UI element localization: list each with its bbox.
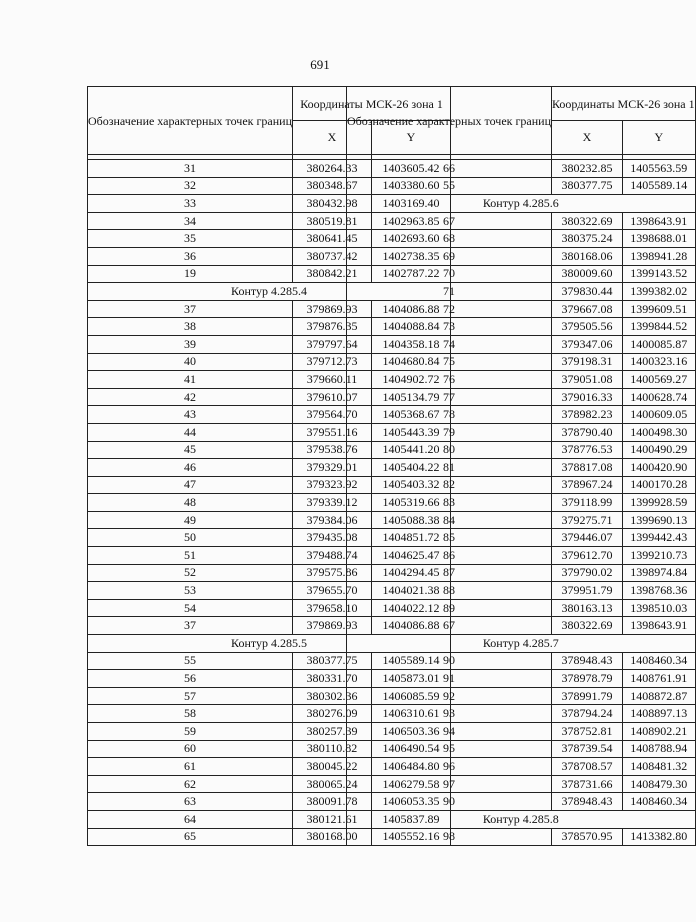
point-id: 91	[347, 670, 552, 688]
y-value: 1398768.36	[622, 582, 695, 600]
table-row	[347, 705, 696, 723]
x-value: 378982.23	[552, 406, 623, 424]
x-value: 380168.00	[293, 828, 372, 846]
section-title: Контур 4.285.6	[347, 195, 696, 213]
section-title: Контур 4.285.5	[88, 635, 451, 653]
x-value: 380163.13	[552, 599, 623, 617]
x-value: 379446.07	[552, 529, 623, 547]
y-value: 1398643.91	[622, 617, 695, 635]
x-value: 380302.36	[293, 687, 372, 705]
y-value: 1405403.32	[372, 476, 451, 494]
y-value: 1408460.34	[622, 793, 695, 811]
point-id: 82	[347, 476, 552, 494]
x-value: 380432.98	[293, 195, 372, 213]
y-value: 1399210.73	[622, 547, 695, 565]
y-value: 1402963.85	[372, 212, 451, 230]
point-id: 72	[347, 300, 552, 318]
coordinates-table-right	[346, 86, 696, 846]
x-value: 379712.73	[293, 353, 372, 371]
point-id: 31	[88, 160, 293, 178]
x-value: 380232.85	[552, 160, 623, 178]
table-row	[347, 828, 696, 846]
point-id: 57	[88, 687, 293, 705]
point-id: 56	[88, 670, 293, 688]
point-id: 51	[88, 547, 293, 565]
section-row	[347, 635, 696, 653]
x-value: 380045.22	[293, 758, 372, 776]
table-row	[347, 388, 696, 406]
table-row	[347, 529, 696, 547]
point-id: 55	[347, 177, 552, 195]
y-value: 1405088.38	[372, 511, 451, 529]
point-label-header: Обозначение характерных точек границ	[347, 87, 552, 155]
x-value: 380348.67	[293, 177, 372, 195]
x-value: 380276.09	[293, 705, 372, 723]
y-value: 1406490.54	[372, 740, 451, 758]
y-value: 1403380.60	[372, 177, 451, 195]
y-value: 1405589.14	[622, 177, 695, 195]
x-value: 379323.92	[293, 476, 372, 494]
point-id: 42	[88, 388, 293, 406]
x-value: 379488.74	[293, 547, 372, 565]
y-value: 1405563.59	[622, 160, 695, 178]
y-value: 1398941.28	[622, 247, 695, 265]
x-value: 378570.95	[552, 828, 623, 846]
y-value: 1398643.91	[622, 212, 695, 230]
point-id: 54	[88, 599, 293, 617]
point-id: 37	[88, 617, 293, 635]
y-header: Y	[372, 121, 451, 155]
table-row	[347, 740, 696, 758]
y-value: 1405368.67	[372, 406, 451, 424]
table-row	[347, 617, 696, 635]
point-id: 85	[347, 529, 552, 547]
y-value: 1406310.61	[372, 705, 451, 723]
x-value: 379830.44	[552, 283, 623, 301]
y-value: 1404851.72	[372, 529, 451, 547]
y-value: 1408761.91	[622, 670, 695, 688]
table-row	[347, 441, 696, 459]
y-value: 1408479.30	[622, 775, 695, 793]
point-id: 92	[347, 687, 552, 705]
x-value: 380264.33	[293, 160, 372, 178]
table-row	[347, 547, 696, 565]
y-value: 1406279.58	[372, 775, 451, 793]
table-row	[347, 353, 696, 371]
x-value: 378739.54	[552, 740, 623, 758]
x-value: 380110.82	[293, 740, 372, 758]
y-value: 1405319.66	[372, 494, 451, 512]
x-value: 379118.99	[552, 494, 623, 512]
table-row	[347, 371, 696, 389]
x-value: 379505.56	[552, 318, 623, 336]
x-value: 379384.06	[293, 511, 372, 529]
x-value: 378776.53	[552, 441, 623, 459]
y-value: 1406503.36	[372, 723, 451, 741]
x-value: 379869.93	[293, 300, 372, 318]
point-id: 67	[347, 617, 552, 635]
y-value: 1404902.72	[372, 371, 451, 389]
header-row	[347, 87, 696, 121]
table-row	[347, 406, 696, 424]
y-value: 1399442.43	[622, 529, 695, 547]
y-value: 1405873.01	[372, 670, 451, 688]
y-value: 1400609.05	[622, 406, 695, 424]
x-value: 379797.64	[293, 335, 372, 353]
point-id: 37	[88, 300, 293, 318]
y-value: 1403169.40	[372, 195, 451, 213]
section-row	[347, 195, 696, 213]
y-value: 1404294.45	[372, 564, 451, 582]
y-value: 1400628.74	[622, 388, 695, 406]
table-row	[347, 335, 696, 353]
point-id: 71	[347, 283, 552, 301]
table-row	[347, 423, 696, 441]
y-value: 1400170.28	[622, 476, 695, 494]
x-value: 378752.81	[552, 723, 623, 741]
y-value: 1405404.22	[372, 459, 451, 477]
y-value: 1404680.84	[372, 353, 451, 371]
x-value: 379016.33	[552, 388, 623, 406]
x-value: 379275.71	[552, 511, 623, 529]
point-id: 52	[88, 564, 293, 582]
y-header: Y	[622, 121, 695, 155]
x-value: 378967.24	[552, 476, 623, 494]
point-id: 90	[347, 793, 552, 811]
point-id: 94	[347, 723, 552, 741]
point-id: 46	[88, 459, 293, 477]
x-value: 379435.08	[293, 529, 372, 547]
x-value: 378708.57	[552, 758, 623, 776]
y-value: 1405589.14	[372, 652, 451, 670]
table-row	[347, 177, 696, 195]
point-id: 39	[88, 335, 293, 353]
point-id: 35	[88, 230, 293, 248]
x-value: 379667.08	[552, 300, 623, 318]
section-row	[347, 810, 696, 828]
point-id: 74	[347, 335, 552, 353]
y-value: 1413382.80	[622, 828, 695, 846]
y-value: 1405443.39	[372, 423, 451, 441]
x-value: 379790.02	[552, 564, 623, 582]
y-value: 1399382.02	[622, 283, 695, 301]
y-value: 1406053.35	[372, 793, 451, 811]
point-id: 83	[347, 494, 552, 512]
y-value: 1402693.60	[372, 230, 451, 248]
x-value: 378817.08	[552, 459, 623, 477]
y-value: 1400490.29	[622, 441, 695, 459]
x-value: 380257.39	[293, 723, 372, 741]
point-id: 97	[347, 775, 552, 793]
table-row	[347, 511, 696, 529]
point-id: 19	[88, 265, 293, 283]
y-value: 1405837.89	[372, 810, 451, 828]
point-id: 60	[88, 740, 293, 758]
y-value: 1398974.84	[622, 564, 695, 582]
point-id: 67	[347, 212, 552, 230]
y-value: 1408897.13	[622, 705, 695, 723]
page-number: 691	[310, 57, 330, 72]
point-id: 76	[347, 371, 552, 389]
y-value: 1398510.03	[622, 599, 695, 617]
point-id: 93	[347, 705, 552, 723]
x-value: 380519.81	[293, 212, 372, 230]
x-value: 380091.78	[293, 793, 372, 811]
x-value: 379538.76	[293, 441, 372, 459]
coords-title-header: Координаты МСК-26 зона 1	[293, 87, 451, 121]
point-id: 61	[88, 758, 293, 776]
x-value: 379339.12	[293, 494, 372, 512]
table-row	[347, 582, 696, 600]
x-value: 378731.66	[552, 775, 623, 793]
table-row	[347, 318, 696, 336]
point-id: 90	[347, 652, 552, 670]
table-row	[347, 476, 696, 494]
x-value: 379610.07	[293, 388, 372, 406]
y-value: 1408788.94	[622, 740, 695, 758]
point-id: 79	[347, 423, 552, 441]
x-value: 379347.06	[552, 335, 623, 353]
table-row	[347, 494, 696, 512]
section-title: Контур 4.285.8	[347, 810, 696, 828]
point-id: 81	[347, 459, 552, 477]
table-row	[347, 775, 696, 793]
x-value: 379051.08	[552, 371, 623, 389]
point-id: 86	[347, 547, 552, 565]
point-id: 59	[88, 723, 293, 741]
y-value: 1404086.88	[372, 617, 451, 635]
x-value: 378948.43	[552, 793, 623, 811]
point-id: 75	[347, 353, 552, 371]
point-id: 49	[88, 511, 293, 529]
point-id: 58	[88, 705, 293, 723]
point-id: 62	[88, 775, 293, 793]
table-row	[347, 212, 696, 230]
x-value: 380377.75	[293, 652, 372, 670]
point-id: 66	[347, 160, 552, 178]
x-value: 378948.43	[552, 652, 623, 670]
y-value: 1400085.87	[622, 335, 695, 353]
table-row	[347, 300, 696, 318]
point-id: 78	[347, 406, 552, 424]
x-value: 378991.79	[552, 687, 623, 705]
x-value: 380737.42	[293, 247, 372, 265]
point-id: 48	[88, 494, 293, 512]
table-row	[347, 160, 696, 178]
x-value: 380322.69	[552, 212, 623, 230]
point-id: 70	[347, 265, 552, 283]
point-id: 55	[88, 652, 293, 670]
point-id: 33	[88, 195, 293, 213]
x-value: 380842.21	[293, 265, 372, 283]
y-value: 1400569.27	[622, 371, 695, 389]
point-id: 95	[347, 740, 552, 758]
point-id: 77	[347, 388, 552, 406]
point-id: 69	[347, 247, 552, 265]
y-value: 1404022.12	[372, 599, 451, 617]
y-value: 1399609.51	[622, 300, 695, 318]
y-value: 1399844.52	[622, 318, 695, 336]
x-value: 379658.10	[293, 599, 372, 617]
x-value: 380322.69	[552, 617, 623, 635]
x-value: 379869.93	[293, 617, 372, 635]
y-value: 1405134.79	[372, 388, 451, 406]
x-value: 379876.35	[293, 318, 372, 336]
x-value: 380375.24	[552, 230, 623, 248]
point-id: 96	[347, 758, 552, 776]
table-row	[347, 230, 696, 248]
y-value: 1408460.34	[622, 652, 695, 670]
table-row	[347, 247, 696, 265]
y-value: 1402738.35	[372, 247, 451, 265]
table-row	[347, 758, 696, 776]
point-id: 84	[347, 511, 552, 529]
point-id: 45	[88, 441, 293, 459]
point-id: 32	[88, 177, 293, 195]
table-row	[347, 793, 696, 811]
y-value: 1404021.38	[372, 582, 451, 600]
table-row	[347, 265, 696, 283]
table-row	[347, 283, 696, 301]
section-title: Контур 4.285.4	[88, 283, 451, 301]
x-value: 379655.70	[293, 582, 372, 600]
point-label-header: Обозначение характерных точек границ	[88, 87, 293, 155]
point-id: 89	[347, 599, 552, 617]
table-row	[347, 564, 696, 582]
x-value: 379329.01	[293, 459, 372, 477]
point-id: 47	[88, 476, 293, 494]
x-value: 380331.70	[293, 670, 372, 688]
x-value: 379612.70	[552, 547, 623, 565]
table-row	[347, 670, 696, 688]
y-value: 1405441.20	[372, 441, 451, 459]
y-value: 1399143.52	[622, 265, 695, 283]
x-value: 380009.60	[552, 265, 623, 283]
table-row	[347, 599, 696, 617]
point-id: 88	[347, 582, 552, 600]
point-id: 50	[88, 529, 293, 547]
point-id: 98	[347, 828, 552, 846]
x-value: 380377.75	[552, 177, 623, 195]
y-value: 1408481.32	[622, 758, 695, 776]
x-value: 378978.79	[552, 670, 623, 688]
point-id: 63	[88, 793, 293, 811]
table-row	[347, 723, 696, 741]
point-id: 40	[88, 353, 293, 371]
x-value: 378790.40	[552, 423, 623, 441]
point-id: 80	[347, 441, 552, 459]
point-id: 41	[88, 371, 293, 389]
point-id: 34	[88, 212, 293, 230]
y-value: 1405552.16	[372, 828, 451, 846]
y-value: 1399928.59	[622, 494, 695, 512]
x-header: X	[293, 121, 372, 155]
x-value: 380168.06	[552, 247, 623, 265]
point-id: 64	[88, 810, 293, 828]
point-id: 44	[88, 423, 293, 441]
point-id: 87	[347, 564, 552, 582]
x-value: 378794.24	[552, 705, 623, 723]
x-value: 379660.11	[293, 371, 372, 389]
y-value: 1400323.16	[622, 353, 695, 371]
y-value: 1408872.87	[622, 687, 695, 705]
x-value: 380121.61	[293, 810, 372, 828]
x-value: 380641.45	[293, 230, 372, 248]
y-value: 1406085.59	[372, 687, 451, 705]
x-value: 379551.16	[293, 423, 372, 441]
point-id: 68	[347, 230, 552, 248]
y-value: 1406484.80	[372, 758, 451, 776]
y-value: 1404625.47	[372, 547, 451, 565]
y-value: 1402787.22	[372, 265, 451, 283]
point-id: 38	[88, 318, 293, 336]
x-value: 379564.70	[293, 406, 372, 424]
x-value: 379951.79	[552, 582, 623, 600]
y-value: 1400498.30	[622, 423, 695, 441]
point-id: 73	[347, 318, 552, 336]
table-row	[347, 687, 696, 705]
point-id: 43	[88, 406, 293, 424]
y-value: 1404088.84	[372, 318, 451, 336]
coords-title-header: Координаты МСК-26 зона 1	[552, 87, 696, 121]
x-value: 379198.31	[552, 353, 623, 371]
y-value: 1408902.21	[622, 723, 695, 741]
table-row	[347, 652, 696, 670]
table-body-right	[347, 87, 696, 846]
x-value: 379575.86	[293, 564, 372, 582]
point-id: 53	[88, 582, 293, 600]
y-value: 1398688.01	[622, 230, 695, 248]
x-header: X	[552, 121, 623, 155]
y-value: 1403605.42	[372, 160, 451, 178]
y-value: 1404358.18	[372, 335, 451, 353]
table-row	[347, 459, 696, 477]
y-value: 1399690.13	[622, 511, 695, 529]
y-value: 1400420.90	[622, 459, 695, 477]
section-title: Контур 4.285.7	[347, 635, 696, 653]
point-id: 65	[88, 828, 293, 846]
x-value: 380065.24	[293, 775, 372, 793]
point-id: 36	[88, 247, 293, 265]
y-value: 1404086.88	[372, 300, 451, 318]
